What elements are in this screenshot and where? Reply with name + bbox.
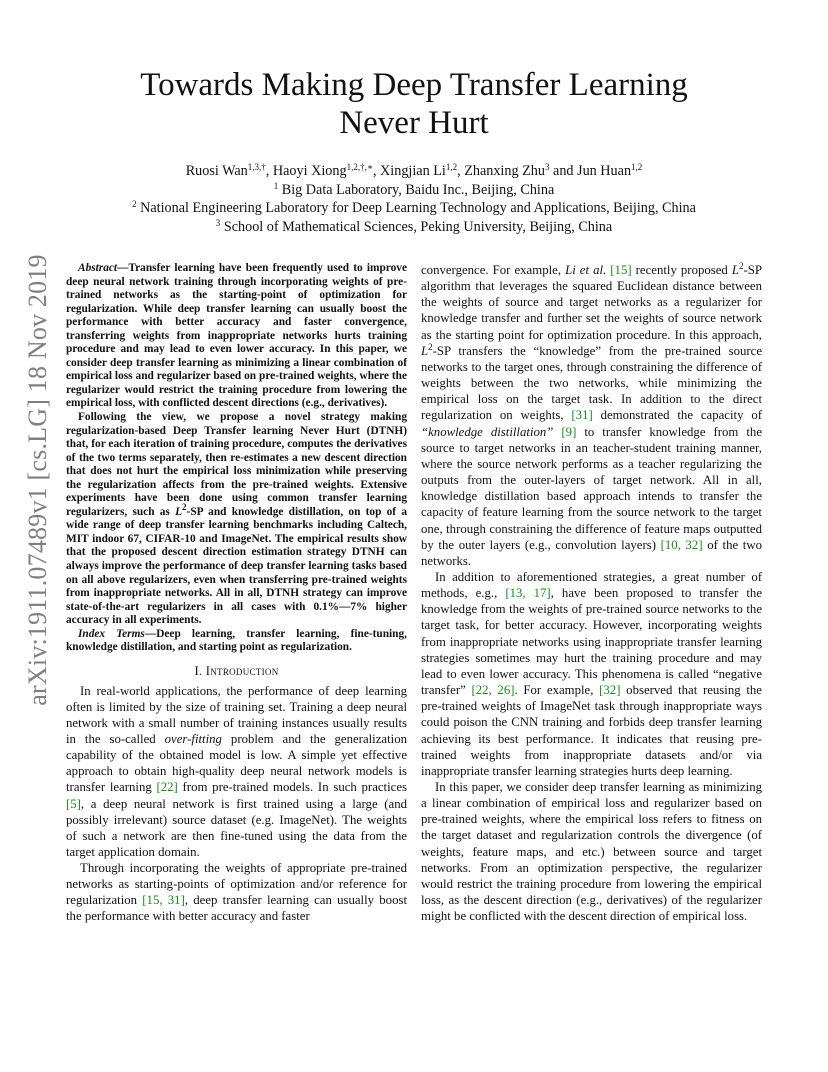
abstract-paragraph-1: Abstract—Transfer learning have been frequently used to improve deep neural network training through incorporating weights of pre-trained networks as the starting-point of optimization for regularization. While deep transfer learning can usually boost the performance with better accuracy and faster convergence, transferring weights from inappropriate networks hurts training procedure and may lead to even lower accuracy. In this paper, we consider deep transfer learning as minimizing a linear combination of empirical loss and regularizer based on pre-trained weights, where the regularizer would restrict the training procedure from lowering the empirical loss, with conflicted descent directions (e.g., derivatives). (66, 262, 407, 410)
introduction-body-continued (421, 262, 762, 924)
left-column (66, 262, 407, 924)
section-heading-introduction: I. Introduction (194, 663, 279, 678)
intro-paragraph-2: Through incorporating the weights of appropriate pre-trained networks as starting-points of optimization and/or reference for regularization [15, 31], deep transfer learning can usually boost the performance with better accuracy and faster (66, 860, 408, 924)
paper-title (0, 66, 828, 142)
intro-paragraph-4: In this paper, we consider deep transfer learning as minimizing a linear combination of empirical loss and regularizer based on pre-trained weights, where the empirical loss refers to fitness on the target dataset and regularization controls the divergence (of weights, feature maps, and etc.) between source and target networks. From an optimization perspective, the regularizer would restrict the training procedure from lowering the empirical loss, as the descent direction (e.g., derivatives) of the regularizer might be conflicted with the descent direction of empirical loss. (421, 780, 762, 924)
abstract (66, 262, 407, 655)
title-line-2: Never Hurt (339, 105, 489, 141)
index-terms-label: Index Terms (78, 627, 145, 640)
index-terms: Index Terms—Deep learning, transfer learning, fine-tuning, knowledge distillation, and starting point as regularization. (66, 627, 407, 654)
author-block (0, 162, 828, 236)
abstract-label: Abstract (78, 262, 118, 274)
affiliation-3: $^3$ School of Mathematical Sciences, Peking University, Beijing, China (215, 217, 613, 235)
arxiv-sidebar (10, 180, 66, 780)
intro-paragraph-3: In addition to aforementioned strategies, a great number of methods, e.g., [13, 17], have been proposed to transfer the knowledge from the weights of pre-trained source networks to the target task, for better accuracy. However, incorporating weights from inappropriate networks using inappropriate transfer learning strategies sometimes may hurt the training procedure and may lead to even lower accuracy. This phenomena is called “negative transfer” [22, 26]. For example, [32] observed that reusing the pre-trained weights of ImageNet task through inappropriate ways could poison the CNN training and forbids deep transfer learning achieving its best performance. It indicates that reusing pre-trained weights from inappropriate datasets and/or via inappropriate transfer learning strategies hurts deep learning. (421, 569, 763, 778)
affiliation-2: $^2$ National Engineering Laboratory for Deep Learning Technology and Applications, Beijing, China (132, 199, 696, 216)
intro-paragraph-1: In real-world applications, the performance of deep learning often is limited by the size of training set. Training a deep neural network with a small number of training instances usually results in the so-called over-fitting problem and the generalization capability of the obtained model is low. A simple yet effective approach to obtain high-quality deep neural network models is transfer learning [22] from pre-trained models. In such practices [5], a deep neural network is first trained using a large (and possibly irrelevant) source dataset (e.g. ImageNet). The weights of such a network are then fine-tuned using the data from the target application domain. (66, 683, 408, 859)
author-names: Ruosi Wan$^{1,3,\dagger}$, Haoyi Xiong$^{1,2,\dagger,∗}$, Xingjian Li$^{1,2}$, Zhanxing Zhu$^3$ and Jun Huan$^{1,2}$ (185, 162, 643, 179)
intro-paragraph-2-continued: convergence. For example, Li et al. [15] recently proposed $L^2-SP$ algorithm that leverages the squared Euclidean distance between the weights of source and target networks as a regularizer for knowledge transfer and further set the weights of source network as the starting point for optimization procedure. In this approach, $L^2-SP$ transfers the “knowledge” from the pre-trained source networks to the target ones, through constraining the difference of weights between the two networks, while minimizing the empirical loss on the target task. In addition to the direct regularization on weights, [31] demonstrated the capacity of “knowledge distillation” [9] to transfer knowledge from the source to target networks in an teacher-student training manner, where the source network performs as a teacher regularizing the outputs from the outer-layers of target network. All in all, knowledge distillation based approach intends to transfer the capacity of feature learning from the source network to the target one, through constraining the difference of feature maps outputted by the outer layers (e.g., convolution layers) [10, 32] of the two networks. (421, 261, 763, 568)
affiliation-1: $^1$ Big Data Laboratory, Baidu Inc., Beijing, China (273, 180, 555, 198)
right-column (421, 262, 762, 924)
introduction-body (66, 683, 407, 924)
title-line-1: Towards Making Deep Transfer Learning (140, 67, 688, 103)
abstract-paragraph-2: Following the view, we propose a novel strategy making regularization-based Deep Transfer learning Never Hurt (DTNH) that, for each iteration of training procedure, computes the derivatives of the two terms separately, then re-estimates a new descent direction that does not hurt the empirical loss minimization while preserving the regularization affects from the pre-trained weights. Extensive experiments have been done using common transfer learning regularizers, such as $L^2-SP$ and knowledge distillation, on top of a wide range of deep transfer learning benchmarks including Caltech, MIT indoor 67, CIFAR-10 and ImageNet. The empirical results show that the proposed descent direction estimation strategy DTNH can always improve the performance of deep transfer learning tasks based on all above regularizers, even when transferring pre-trained weights from inappropriate networks. All in all, DTNH strategy can improve state-of-the-art regularizers in all cases with 0.1%—7% higher accuracy in all experiments. (66, 411, 408, 627)
arxiv-identifier: arXiv:1911.07489v1 [cs.LG] 18 Nov 2019 (23, 254, 52, 706)
